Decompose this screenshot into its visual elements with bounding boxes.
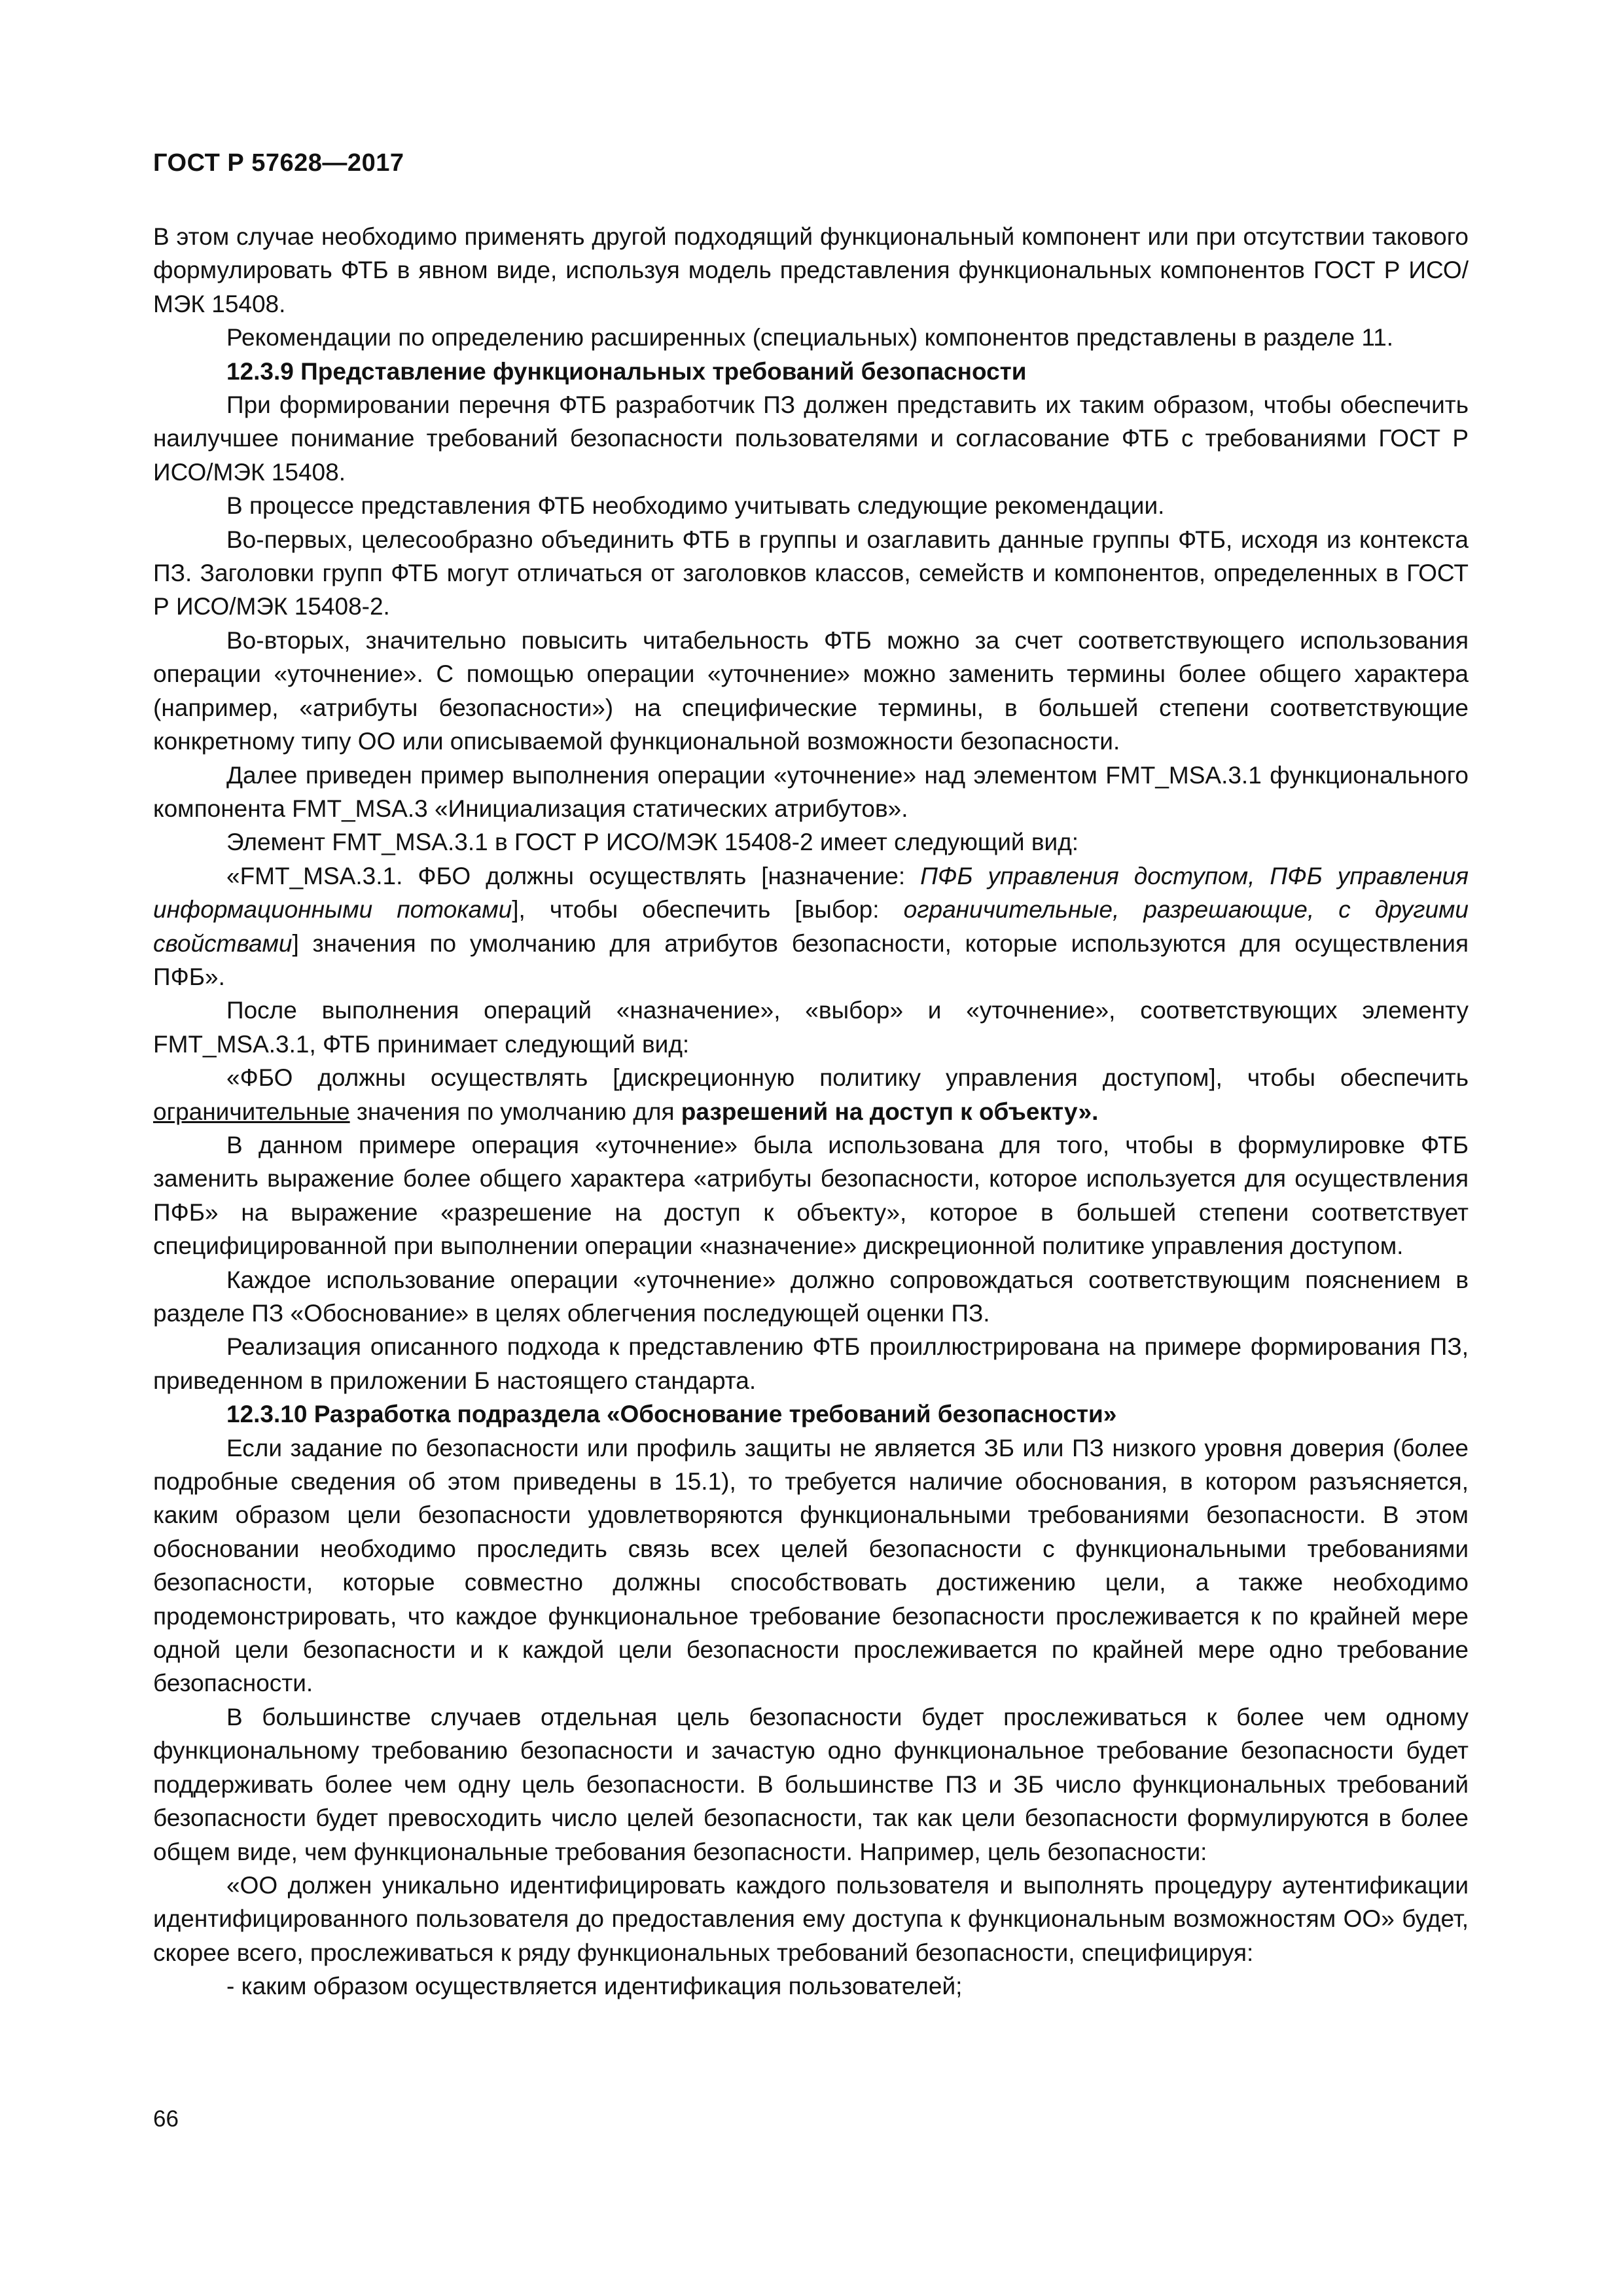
document-body	[153, 220, 1469, 2003]
paragraph: Если задание по безопасности или профиль защиты не является ЗБ или ПЗ низкого уровня доверия (более подробные сведения об этом приведены в 15.1), то требуется наличие обоснования, в котором разъясняется, каким образом цели безопасности удовлетворяются функциональными требованиями безопасности. В этом обосновании необходимо проследить связь всех целей безопасности с функциональными требованиями безопасности, которые совместно должны способствовать достижению цели, а также необходимо продемонстрировать, что каждое функциональное требование безопасности прослеживается к по крайней мере одной цели безопасности и к каждой цели безопасности прослеживается по крайней мере одно требование безопасности.	[153, 1434, 1469, 1697]
section-heading-12-3-10: 12.3.10 Разработка подраздела «Обоснование требований безопасности»	[226, 1401, 1117, 1428]
quote-paragraph: «ФБО должны осуществлять [дискреционную политику управления доступом], чтобы обеспечить ограничительные значения по умолчанию для разрешений на доступ к объекту».	[153, 1064, 1469, 1125]
quote-paragraph: «FMT_MSA.3.1. ФБО должны осуществлять [назначение: ПФБ управления доступом, ПФБ управления информационными потоками], чтобы обеспечить [выбор: ограничительные, разрешающие, с другими свойствами] значения по умолчанию для атрибутов безопасности, которые используются для осуществления ПФБ».	[153, 862, 1469, 990]
paragraph: Рекомендации по определению расширенных (специальных) компонентов представлены в разделе 11.	[226, 324, 1394, 351]
paragraph: Далее приведен пример выполнения операции «уточнение» над элементом FMT_MSA.3.1 функционального компонента FMT_MSA.3 «Инициализация статических атрибутов».	[153, 761, 1469, 822]
paragraph: В данном примере операция «уточнение» была использована для того, чтобы в формулировке ФТБ заменить выражение более общего характера «атрибуты безопасности, которое используется для осуществления ПФБ» на выражение «разрешение на доступ к объекту», которое в большей степени соответствует специфицированной при выполнении операции «назначение» дискреционной политике управления доступом.	[153, 1131, 1469, 1260]
italic-assignment: ПФБ управления доступом, ПФБ управления информационными потоками	[153, 862, 1469, 924]
paragraph: При формировании перечня ФТБ разработчик ПЗ должен представить их таким образом, чтобы обеспечить наилучшее понимание требований безопасности пользователями и согласование ФТБ с требованиями ГОСТ Р ИСО/МЭК 15408.	[153, 391, 1469, 486]
paragraph: Во-первых, целесообразно объединить ФТБ в группы и озаглавить данные группы ФТБ, исходя из контекста ПЗ. Заголовки групп ФТБ могут отличаться от заголовков классов, семейств и компонентов, определенных в ГОСТ Р ИСО/МЭК 15408-2.	[153, 526, 1469, 620]
paragraph: Во-вторых, значительно повысить читабельность ФТБ можно за счет соответствующего использования операции «уточнение». С помощью операции «уточнение» можно заменить термины более общего характера (например, «атрибуты безопасности») на специфические термины, в большей степени соответствующие конкретному типу ОО или описываемой функциональной возможности безопасности.	[153, 626, 1469, 755]
list-item: - каким образом осуществляется идентификация пользователей;	[226, 1973, 963, 2000]
paragraph: После выполнения операций «назначение», «выбор» и «уточнение», соответствующих элементу FMT_MSA.3.1, ФТБ принимает следующий вид:	[153, 997, 1469, 1058]
underlined-term: ограничительные	[153, 1098, 350, 1125]
quote-paragraph: «ОО должен уникально идентифицировать каждого пользователя и выполнять процедуру аутентификации идентифицированного пользователя до предоставления ему доступа к функциональным возможностям ОО» будет, скорее всего, прослеживаться к ряду функциональных требований безопасности, специфицируя:	[153, 1871, 1469, 1966]
paragraph: Элемент FMT_MSA.3.1 в ГОСТ Р ИСО/МЭК 15408-2 имеет следующий вид:	[226, 829, 1079, 856]
paragraph: В этом случае необходимо применять другой подходящий функциональный компонент или при отсутствии такового формулировать ФТБ в явном виде, используя модель представления функциональных компонентов ГОСТ Р ИСО/МЭК 15408.	[153, 223, 1469, 317]
bold-term: разрешений на доступ к объекту».	[681, 1098, 1099, 1125]
italic-selection: ограничительные, разрешающие, с другими свойствами	[153, 896, 1469, 957]
document-header: ГОСТ Р 57628—2017	[153, 149, 404, 177]
paragraph: В большинстве случаев отдельная цель безопасности будет прослеживаться к более чем одному функциональному требованию безопасности и зачастую одно функциональное требование безопасности будет поддерживать более чем одну цель безопасности. В большинстве ПЗ и ЗБ число функциональных требований безопасности будет превосходить число целей безопасности, так как цели безопасности формулируются в более общем виде, чем функциональные требования безопасности. Например, цель безопасности:	[153, 1703, 1469, 1865]
page-number: 66	[153, 2106, 179, 2132]
paragraph: Реализация описанного подхода к представлению ФТБ проиллюстрирована на примере формирования ПЗ, приведенном в приложении Б настоящего стандарта.	[153, 1333, 1469, 1394]
paragraph: Каждое использование операции «уточнение» должно сопровождаться соответствующим пояснением в разделе ПЗ «Обоснование» в целях облегчения последующей оценки ПЗ.	[153, 1266, 1469, 1327]
paragraph: В процессе представления ФТБ необходимо учитывать следующие рекомендации.	[226, 492, 1165, 520]
section-heading-12-3-9: 12.3.9 Представление функциональных требований безопасности	[226, 357, 1027, 385]
